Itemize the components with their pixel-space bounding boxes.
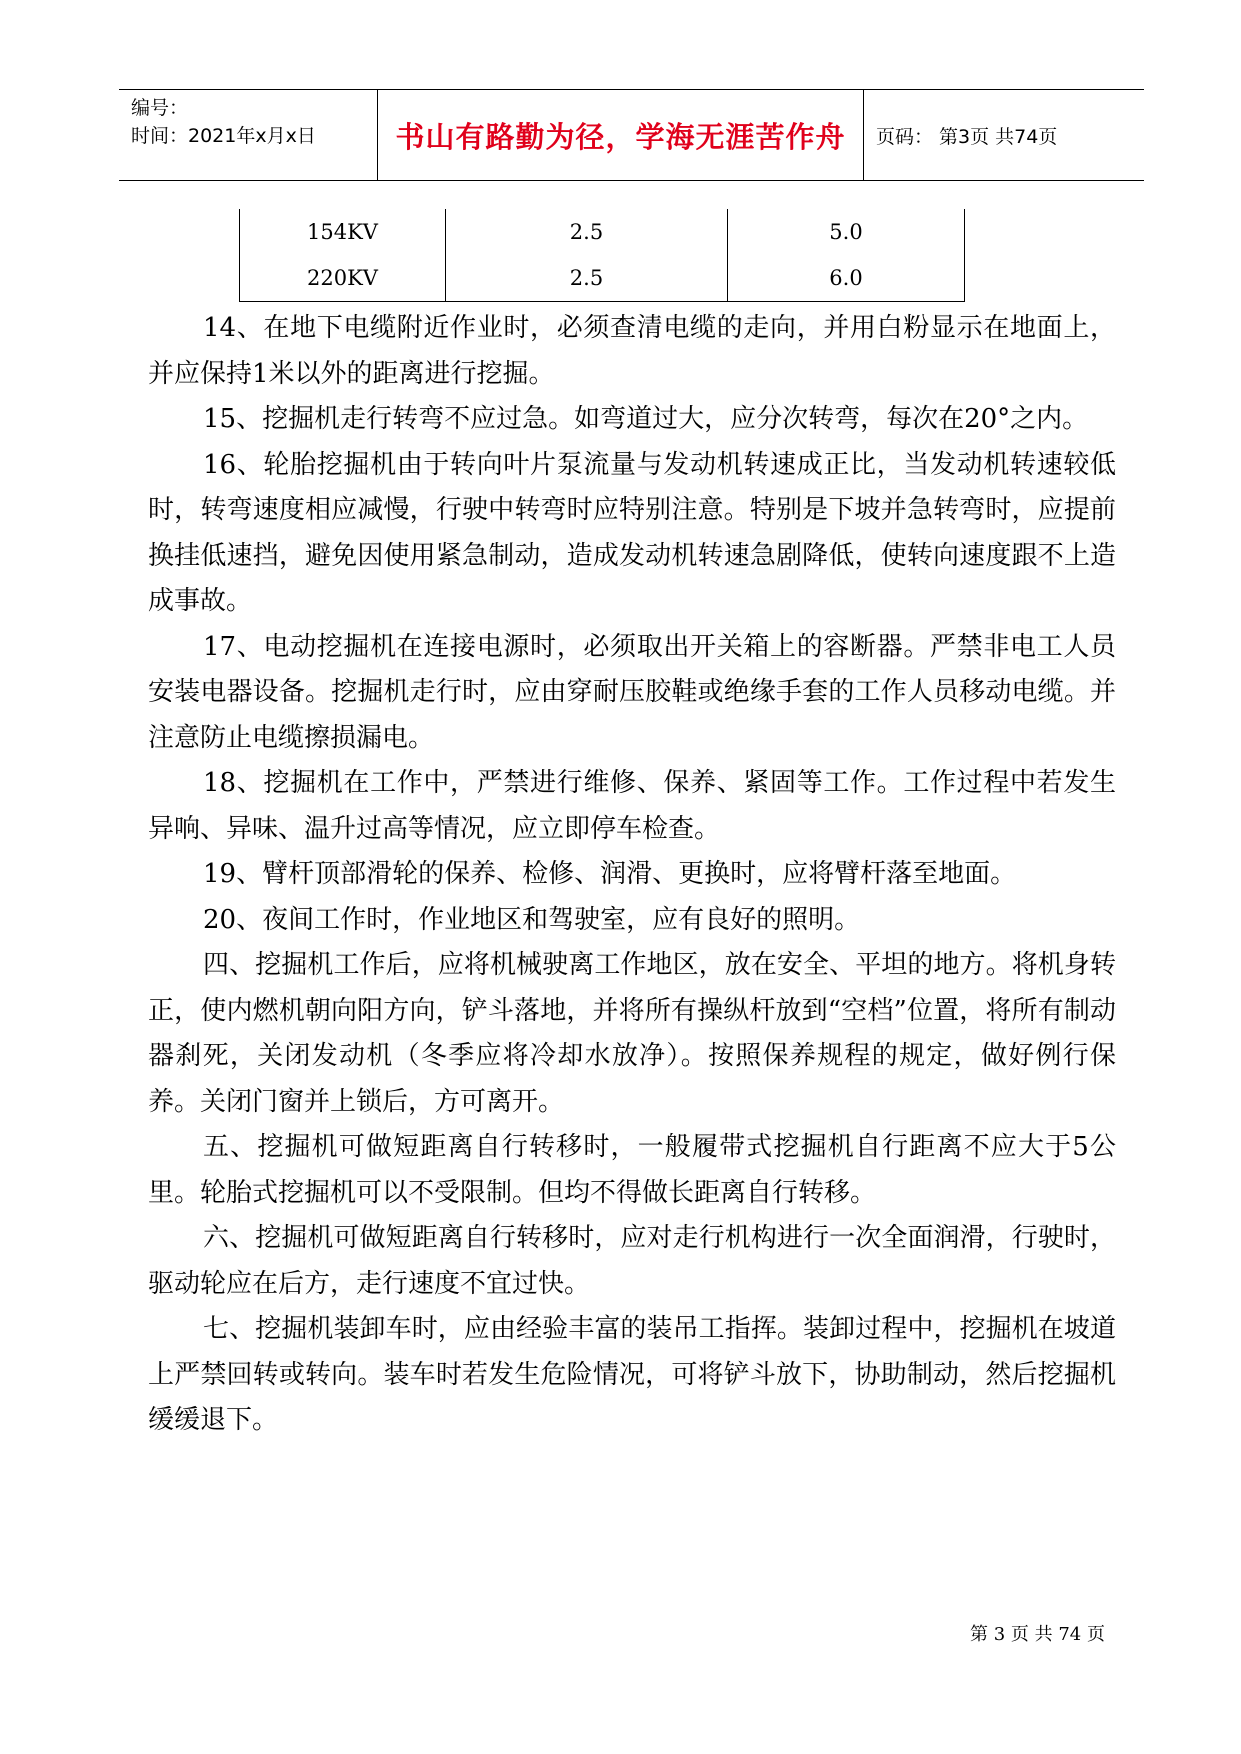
table-cell: 6.0 xyxy=(728,255,965,302)
paragraph: 14、在地下电缆附近作业时，必须查清电缆的走向，并用白粉显示在地面上，并应保持1米以外的距离进行挖掘。 xyxy=(148,313,1116,389)
paragraph: 15、挖掘机走行转弯不应过急。如弯道过大，应分次转弯，每次在20°之内。 xyxy=(203,404,1089,434)
voltage-distance-table xyxy=(239,209,965,302)
paragraph: 19、臂杆顶部滑轮的保养、检修、润滑、更换时，应将臂杆落至地面。 xyxy=(203,859,1017,889)
header-meta xyxy=(119,90,378,180)
header-motto: 书山有路勤为径，学海无涯苦作舟 xyxy=(378,90,864,180)
table-cell: 5.0 xyxy=(728,209,965,255)
page-current: 第3页 xyxy=(939,125,990,148)
paragraph: 16、轮胎挖掘机由于转向叶片泵流量与发动机转速成正比，当发动机转速较低时，转弯速度相应减慢，行驶中转弯时应特别注意。特别是下坡并急转弯时，应提前换挂低速挡，避免因使用紧急制动，造成发动机转速急剧降低，使转向速度跟不上造成事故。 xyxy=(148,449,1116,616)
paragraph: 20、夜间工作时，作业地区和驾驶室，应有良好的照明。 xyxy=(203,904,861,935)
paragraph: 六、挖掘机可做短距离自行转移时，应对走行机构进行一次全面润滑，行驶时，驱动轮应在后方，走行速度不宜过快。 xyxy=(148,1223,1116,1299)
table-row xyxy=(240,209,965,255)
table-row xyxy=(240,255,965,302)
table-cell: 2.5 xyxy=(446,255,728,302)
page-total: 共74页 xyxy=(995,125,1058,148)
header-page-info xyxy=(864,90,1144,180)
paragraph: 五、挖掘机可做短距离自行转移时，一般履带式挖掘机自行距离不应大于5公里。轮胎式挖掘机可以不受限制。但均不得做长距离自行转移。 xyxy=(148,1132,1116,1208)
page-label: 页码： xyxy=(876,125,934,148)
table-cell: 2.5 xyxy=(446,209,728,255)
body-text xyxy=(148,306,1116,1444)
table-cell: 154KV xyxy=(240,209,446,255)
page-header xyxy=(119,89,1144,181)
paragraph: 七、挖掘机装卸车时，应由经验丰富的装吊工指挥。装卸过程中，挖掘机在坡道上严禁回转或转向。装车时若发生危险情况，可将铲斗放下，协助制动，然后挖掘机缓缓退下。 xyxy=(148,1314,1116,1435)
paragraph: 17、电动挖掘机在连接电源时，必须取出开关箱上的容断器。严禁非电工人员安装电器设备。挖掘机走行时，应由穿耐压胶鞋或绝缘手套的工作人员移动电缆。并注意防止电缆擦损漏电。 xyxy=(148,631,1116,753)
paragraph: 18、挖掘机在工作中，严禁进行维修、保养、紧固等工作。工作过程中若发生异响、异味、温升过高等情况，应立即停车检查。 xyxy=(148,768,1116,844)
table-cell: 220KV xyxy=(240,255,446,302)
paragraph: 四、挖掘机工作后，应将机械驶离工作地区，放在安全、平坦的地方。将机身转正，使内燃机朝向阳方向，铲斗落地，并将所有操纵杆放到“空档”位置，将所有制动器刹死，关闭发动机（冬季应将冷却水放净）。按照保养规程的规定，做好例行保养。关闭门窗并上锁后，方可离开。 xyxy=(148,950,1116,1117)
page-footer: 第 3 页 共 74 页 xyxy=(970,1624,1105,1645)
document-number-label: 编号： xyxy=(131,97,189,119)
document-time: 时间：2021年x月x日 xyxy=(131,125,316,147)
